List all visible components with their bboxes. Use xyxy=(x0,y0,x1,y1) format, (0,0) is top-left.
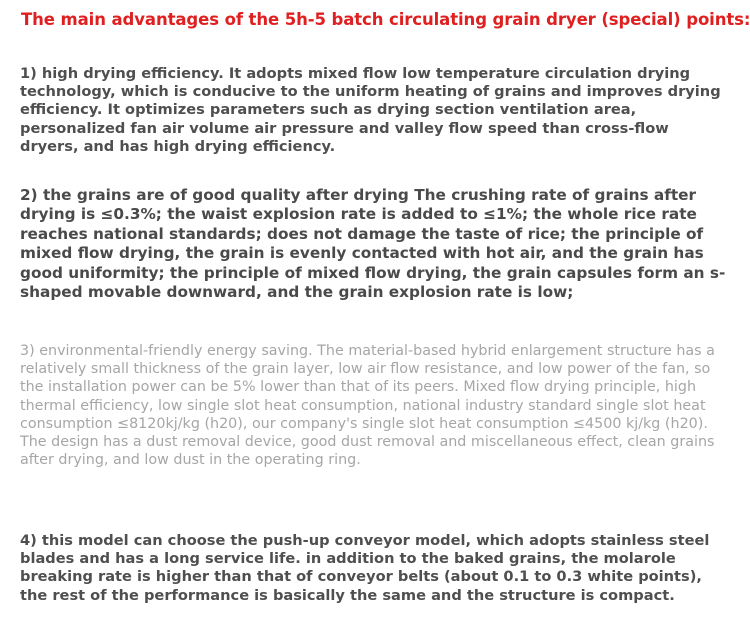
advantage-paragraph-3: 3) environmental-friendly energy saving. The material-based hybrid enlargement structure has a relatively small thickness of the grain layer, low air flow resistance, and low power of the fan, so the installation power can be 5% lower than that of its peers. Mixed flow drying principle, high thermal efficiency, low single slot heat consumption, national industry standard single slot heat consumption ≤8120kj/kg (h20), our company's single slot heat consumption ≤4500 kj/kg (h20). The design has a dust removal device, good dust removal and miscellaneous effect, clean grains after drying, and low dust in the operating ring. xyxy=(20,343,715,469)
page-title: The main advantages of the 5h-5 batch circulating grain dryer (special) points: xyxy=(21,10,750,29)
advantage-paragraph-2: 2) the grains are of good quality after drying The crushing rate of grains after drying is ≤0.3%; the waist explosion rate is added to ≤1%; the whole rice rate reaches national standards; does not damage the taste of rice; the principle of mixed flow drying, the grain is evenly contacted with hot air, and the grain has good uniformity; the principle of mixed flow drying, the grain capsules form an s-shaped movable downward, and the grain explosion rate is low; xyxy=(20,186,726,302)
advantage-paragraph-4: 4) this model can choose the push-up conveyor model, which adopts stainless steel blades and has a long service life. in addition to the baked grains, the molarole breaking rate is higher than that of conveyor belts (about 0.1 to 0.3 white points), the rest of the performance is basically the same and the structure is compact. xyxy=(20,532,710,604)
advantage-paragraph-1: 1) high drying efficiency. It adopts mixed flow low temperature circulation drying technology, which is conducive to the uniform heating of grains and improves drying efficiency. It optimizes parameters such as drying section ventilation area, personalized fan air volume air pressure and valley flow speed than cross-flow dryers, and has high drying efficiency. xyxy=(20,65,721,155)
